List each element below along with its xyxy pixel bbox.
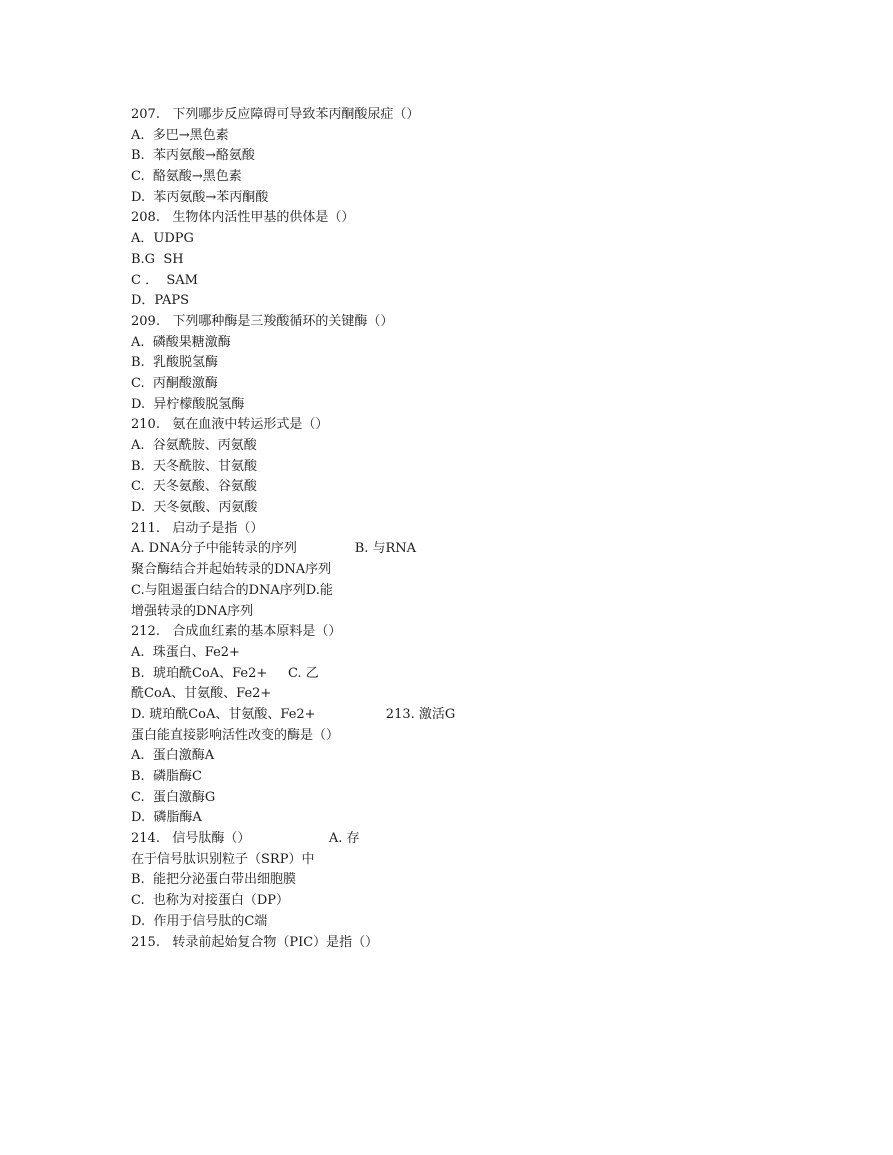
option-line: C. 蛋白激酶G	[131, 789, 216, 805]
option-line: C ． SAM	[131, 272, 198, 288]
option-line: B. 天冬酰胺、甘氨酸	[131, 458, 257, 474]
option-line: 增强转录的DNA序列	[131, 603, 254, 619]
option-line: D. 天冬氨酸、丙氨酸	[131, 500, 258, 516]
option-line: C. 也称为对接蛋白（DP）	[131, 893, 290, 909]
question-215-line: 215. 转录前起始复合物（PIC）是指（）	[131, 934, 379, 950]
option-line: C. 天冬氨酸、谷氨酸	[131, 479, 257, 495]
option-line: A. 谷氨酰胺、丙氨酸	[131, 438, 257, 453]
option-line: B. 乳酸脱氢酶	[131, 355, 218, 371]
document-body	[131, 105, 771, 953]
question-207-line: 207. 下列哪步反应障碍可导致苯丙酮酸尿症（）	[131, 107, 420, 122]
option-line: A. 磷酸果糖激酶	[131, 334, 231, 350]
option-line: A．UDPG	[131, 231, 194, 247]
option-line: C. 丙酮酸激酶	[131, 375, 218, 391]
question-208-line: 208. 生物体内活性甲基的供体是（）	[131, 210, 355, 226]
option-line: B. 能把分泌蛋白带出细胞膜	[131, 872, 296, 888]
option-line: D. 作用于信号肽的C端	[131, 913, 268, 929]
option-line: D. 磷脂酶A	[131, 810, 202, 826]
question-214-line: 214. 信号肽酶（） A. 存	[131, 831, 360, 847]
option-line: C. 酪氨酸→黑色素	[131, 169, 242, 185]
option-line: D. 异柠檬酸脱氢酶	[131, 396, 245, 412]
option-line: 聚合酶结合并起始转录的DNA序列	[131, 562, 332, 578]
option-line: A. 珠蛋白、Fe2+	[131, 644, 240, 660]
question-209-line: 209. 下列哪种酶是三羧酸循环的关键酶（）	[131, 313, 394, 329]
option-line: D. 苯丙氨酸→苯丙酮酸	[131, 189, 269, 205]
question-212-line: 212. 合成血红素的基本原料是（）	[131, 624, 342, 640]
question-213-line: 蛋白能直接影响活性改变的酶是（）	[131, 727, 340, 743]
option-line: A. 多巴→黑色素	[131, 127, 229, 143]
option-line: 在于信号肽识别粒子（SRP）中	[131, 851, 315, 867]
option-line: B.G SH	[131, 251, 184, 267]
option-line: B. 苯丙氨酸→酪氨酸	[131, 148, 255, 164]
question-210-line: 210. 氨在血液中转运形式是（）	[131, 417, 329, 433]
option-line: 酰CoA、甘氨酸、Fe2+	[131, 686, 272, 702]
option-line: C.与阻遏蛋白结合的DNA序列D.能	[131, 582, 333, 598]
option-line: A. DNA分子中能转录的序列 B. 与RNA	[131, 541, 417, 557]
option-line: B. 磷脂酶C	[131, 769, 202, 784]
option-line: D．PAPS	[131, 293, 190, 309]
option-line: A. 蛋白激酶A	[131, 748, 215, 764]
question-211-line: 211. 启动子是指（）	[131, 520, 264, 536]
option-line: D. 琥珀酰CoA、甘氨酸、Fe2+ 213. 激活G	[131, 706, 456, 722]
option-line: B. 琥珀酰CoA、Fe2+ C. 乙	[131, 665, 319, 681]
